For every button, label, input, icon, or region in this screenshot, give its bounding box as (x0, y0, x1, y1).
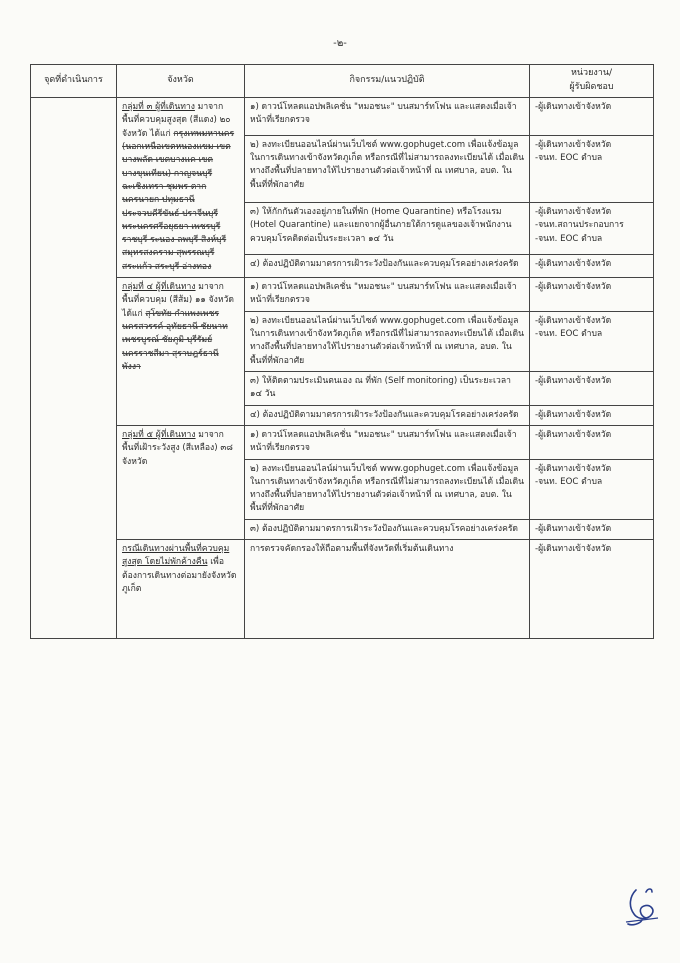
activity-cell: ๓) ให้กักกันตัวเองอยู่ภายในที่พัก (Home Quarantine) หรือโรงแรม (Hotel Quarantine) และแยกจากผู้อื่นภายใต้การดูแลของเจ้าพนักงานควบคุมโรคติดต่อเป็นระยะเวลา ๑๔ วัน (245, 202, 530, 254)
table-header-row (31, 65, 654, 98)
group-provinces: กรุงเทพมหานคร (นอกเหนือเขตหนองแขม เขตบางพลัด เขตบางแค เขตบางขุนเทียน) กาญจนบุรี ฉะเชิงเทรา ชุมพร ตาก นครนายก ปทุมธานี ประจวบคีรีขันธ์ ปราจีนบุรี พระนครศรีอยุธยา เพชรบุรี ราชบุรี ระนอง ลพบุรี สิงห์บุรี สมุทรสงคราม สุพรรณบุรี สระแก้ว สระบุรี อ่างทอง (122, 128, 235, 272)
responsible-line: -ผู้เดินทางเข้าจังหวัด (535, 206, 612, 217)
header-location: จุดที่ดำเนินการ (31, 65, 117, 98)
table-row (31, 98, 654, 136)
table-row (31, 278, 654, 312)
activity-cell: ๒) ลงทะเบียนออนไลน์ผ่านเว็บไซต์ www.gophuget.com เพื่อแจ้งข้อมูลในการเดินทางเข้าจังหวัดภูเก็ต หรือกรณีที่ไม่สามารถลงทะเบียนได้ เมื่อเดินทางถึงพื้นที่ปลายทางให้ไปรายงานตัวต่อเจ้าหน้าที่ ณ เทศบาล, อบต. ในพื้นที่ที่พักอาศัย (245, 459, 530, 519)
responsible-cell (530, 98, 654, 136)
measures-table (30, 64, 654, 639)
transit-activity: การตรวจคัดกรองให้ถือตามพื้นที่จังหวัดที่เริ่มต้นเดินทาง (245, 540, 530, 639)
activity-cell: ๑) ดาวน์โหลดแอปพลิเคชั่น "หมอชนะ" บนสมาร์ทโฟน และแสดงเมื่อเจ้าหน้าที่เรียกตรวจ (245, 278, 530, 312)
table-row (31, 425, 654, 459)
group-description: มาจากพื้นที่ควบคุม (สีส้ม) ๑๑ จังหวัด ได้แก่ (122, 282, 234, 319)
header-province: จังหวัด (117, 65, 245, 98)
transit-description: เพื่อต้องการเดินทางต่อมายังจังหวัดภูเก็ต (122, 557, 237, 594)
transit-cell (117, 540, 245, 639)
responsible-cell (530, 519, 654, 539)
activity-cell: ๒) ลงทะเบียนออนไลน์ผ่านเว็บไซต์ www.gophuget.com เพื่อแจ้งข้อมูลในการเดินทางเข้าจังหวัดภูเก็ต หรือกรณีที่ไม่สามารถลงทะเบียนได้ เมื่อเดินทางถึงพื้นที่ปลายทางให้ไปรายงานตัวต่อเจ้าหน้าที่ ณ เทศบาล, อบต. ในพื้นที่ที่พักอาศัย (245, 311, 530, 371)
activity-cell: ๑) ดาวน์โหลดแอปพลิเคชั่น "หมอชนะ" บนสมาร์ทโฟน และแสดงเมื่อเจ้าหน้าที่เรียกตรวจ (245, 98, 530, 136)
responsible-cell (530, 459, 654, 519)
header-agency-line1: หน่วยงาน/ (570, 68, 613, 79)
responsible-cell (530, 255, 654, 278)
group-title: กลุ่มที่ ๕ ผู้ที่เดินทาง (122, 429, 196, 440)
responsible-line: -ผู้เดินทางเข้าจังหวัด (535, 463, 612, 474)
group-cell (117, 278, 245, 426)
group-title: กลุ่มที่ ๔ ผู้ที่เดินทาง (122, 282, 196, 293)
group-description: มาจากพื้นที่เฝ้าระวังสูง (สีเหลือง) ๓๘ จังหวัด (122, 429, 233, 467)
activity-cell: ๔) ต้องปฏิบัติตามมาตรการเฝ้าระวังป้องกันและควบคุมโรคอย่างเคร่งครัด (245, 255, 530, 278)
signature-mark (622, 884, 662, 928)
activity-cell: ๔) ต้องปฏิบัติตามมาตรการเฝ้าระวังป้องกันและควบคุมโรคอย่างเคร่งครัด (245, 405, 530, 425)
group-provinces: สุโขทัย กำแพงเพชร นครสวรรค์ อุทัยธานี ชัยนาท เพชรบูรณ์ ชัยภูมิ บุรีรัมย์ นครราชสีมา สุราษฎร์ธานี พังงา (122, 308, 228, 372)
responsible-line: -จนท. EOC ตำบล (535, 152, 603, 163)
responsible-cell (530, 311, 654, 371)
table-body (31, 98, 654, 639)
header-agency-line2: ผู้รับผิดชอบ (569, 82, 614, 92)
group-title: กลุ่มที่ ๓ ผู้ที่เดินทาง (122, 102, 195, 112)
header-agency (530, 65, 654, 98)
responsible-cell (530, 202, 654, 254)
responsible-line: -ผู้เดินทางเข้าจังหวัด (535, 282, 612, 293)
responsible-line: -จนท. EOC ตำบล (535, 476, 603, 487)
transit-responsible: -ผู้เดินทางเข้าจังหวัด (530, 540, 654, 639)
responsible-cell (530, 278, 654, 312)
responsible-line: -ผู้เดินทางเข้าจังหวัด (535, 259, 612, 270)
responsible-line: -ผู้เดินทางเข้าจังหวัด (535, 139, 612, 150)
group-description: มาจากพื้นที่ควบคุมสูงสุด (สีแดง) ๒๐ จังหวัด ได้แก่ (122, 102, 231, 139)
page-number: -๒- (333, 38, 347, 49)
responsible-cell (530, 425, 654, 459)
activity-cell: ๓) ต้องปฏิบัติตามมาตรการเฝ้าระวังป้องกันและควบคุมโรคอย่างเคร่งครัด (245, 519, 530, 539)
responsible-cell (530, 371, 654, 405)
group-cell (117, 98, 245, 278)
activity-cell: ๑) ดาวน์โหลดแอปพลิเคชั่น "หมอชนะ" บนสมาร์ทโฟน และแสดงเมื่อเจ้าหน้าที่เรียกตรวจ (245, 425, 530, 459)
responsible-line: -ผู้เดินทางเข้าจังหวัด (535, 523, 612, 534)
activity-cell: ๓) ให้ติดตามประเมินตนเอง ณ ที่พัก (Self monitoring) เป็นระยะเวลา ๑๔ วัน (245, 371, 530, 405)
location-cell (31, 98, 117, 639)
responsible-line: -ผู้เดินทางเข้าจังหวัด (535, 375, 612, 386)
transit-row (31, 540, 654, 639)
responsible-line: -ผู้เดินทางเข้าจังหวัด (535, 315, 612, 326)
responsible-line: -จนท. EOC ตำบล (535, 233, 603, 244)
responsible-line: -จนท.สถานประกอบการ (535, 220, 624, 231)
responsible-line: -จนท. EOC ตำบล (535, 329, 603, 339)
responsible-line: -ผู้เดินทางเข้าจังหวัด (535, 102, 612, 112)
transit-title: กรณีเดินทางผ่านพื้นที่ควบคุมสูงสุด โดยไม่พักค้างคืน (122, 544, 230, 568)
responsible-cell (530, 135, 654, 202)
responsible-cell (530, 405, 654, 425)
activity-cell: ๒) ลงทะเบียนออนไลน์ผ่านเว็บไซต์ www.gophuget.com เพื่อแจ้งข้อมูลในการเดินทางเข้าจังหวัดภูเก็ต หรือกรณีที่ไม่สามารถลงทะเบียนได้ เมื่อเดินทางถึงพื้นที่ปลายทางให้ไปรายงานตัวต่อเจ้าหน้าที่ ณ เทศบาล, อบต. ในพื้นที่ที่พักอาศัย (245, 135, 530, 202)
header-activity: กิจกรรม/แนวปฏิบัติ (245, 65, 530, 98)
responsible-line: -ผู้เดินทางเข้าจังหวัด (535, 409, 612, 420)
group-cell (117, 425, 245, 539)
responsible-line: -ผู้เดินทางเข้าจังหวัด (535, 429, 612, 440)
